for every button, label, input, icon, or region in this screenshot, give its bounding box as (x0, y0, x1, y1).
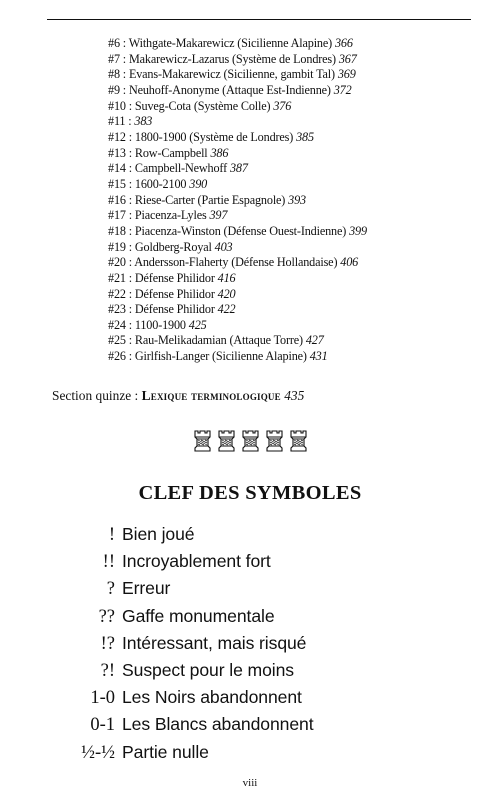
toc-entry-page: 387 (229, 161, 248, 176)
toc-entry-title: Défense Philidor (134, 302, 215, 317)
toc-entry-page: 406 (340, 255, 359, 270)
toc-entry-title: Evans-Makarewicz (Sicilienne, gambit Tal) (128, 67, 335, 82)
toc-entry (108, 255, 488, 271)
toc-entry-title: 1600-2100 (134, 176, 187, 191)
page-number: viii (242, 777, 258, 789)
toc-entry-number: #25 : (108, 333, 132, 348)
toc-entry-title: Goldberg-Royal (134, 239, 212, 254)
top-rule (47, 19, 471, 20)
legend-description: Incroyablement fort (122, 551, 271, 572)
legend-symbol: !! (102, 552, 115, 573)
toc-entry-page: 425 (188, 317, 207, 332)
symbol-legend (40, 524, 480, 769)
toc-entry-page: 416 (217, 270, 236, 285)
toc-entry (108, 302, 488, 318)
toc-entry-page: 366 (334, 36, 353, 50)
toc-entry-number: #20 : (108, 255, 132, 270)
toc-entry-page: 393 (288, 192, 306, 207)
toc-entry (108, 287, 488, 303)
toc-entry-number: #18 : (108, 223, 132, 238)
toc-entry-title: Withgate-Makarewicz (Sicilienne Alapine) (128, 36, 333, 50)
toc-entry (108, 52, 488, 68)
toc-entry-number: #7 : (108, 51, 127, 66)
legend-row (40, 578, 480, 605)
toc-entry-number: #17 : (108, 208, 132, 223)
rook-icon (289, 430, 308, 452)
rook-ornament (0, 430, 500, 452)
legend-row (40, 660, 480, 687)
toc-entry (108, 146, 488, 162)
toc-entry-title: Piacenza-Winston (Défense Ouest-Indienne) (134, 223, 347, 238)
toc-entry-number: #19 : (108, 239, 132, 254)
toc-entry-title: Makarewicz-Lazarus (Système de Londres) (128, 51, 336, 66)
toc-entry-page: 383 (134, 114, 153, 129)
toc-entry (108, 83, 488, 99)
toc-entry (108, 67, 488, 83)
toc-entry-number: #8 : (108, 67, 127, 82)
toc-entry-number: #9 : (108, 82, 127, 97)
section-page: 435 (284, 388, 305, 403)
toc-entry-title: Piacenza-Lyles (134, 208, 207, 223)
legend-symbol: 0-1 (90, 715, 115, 736)
toc-entry-title: Row-Campbell (134, 145, 208, 160)
rook-icon (241, 430, 260, 452)
toc-entry-title: Riese-Carter (Partie Espagnole) (134, 192, 286, 207)
toc-entry-page: 420 (217, 286, 236, 301)
legend-description: Erreur (122, 578, 171, 599)
toc-entry-number: #6 : (108, 36, 127, 50)
toc-entry-number: #13 : (108, 145, 132, 160)
rook-icon (265, 430, 284, 452)
section-entry (52, 388, 472, 404)
toc-entry-page: 386 (210, 145, 229, 160)
legend-symbol: ? (106, 579, 115, 600)
toc-entry-page: 422 (217, 302, 236, 317)
toc-entry (108, 333, 488, 349)
legend-row (40, 714, 480, 741)
section-prefix: Section quinze : (52, 388, 139, 403)
toc-entry (108, 193, 488, 209)
toc-entry-number: #23 : (108, 302, 132, 317)
legend-description: Partie nulle (122, 741, 209, 762)
toc-entry (108, 240, 488, 256)
toc-entry-number: #16 : (108, 192, 132, 207)
toc-entry-page: 372 (333, 82, 352, 97)
legend-symbol: !? (100, 633, 115, 654)
legend-description: Intéressant, mais risqué (122, 632, 307, 653)
toc-entry-number: #11 : (108, 114, 132, 129)
toc-entry-number: #10 : (108, 98, 132, 113)
toc-entry-title: Girlfish-Langer (Sicilienne Alapine) (134, 349, 307, 364)
toc-entry-title: 1800-1900 (Système de Londres) (134, 129, 294, 144)
legend-description: Suspect pour le moins (122, 659, 294, 680)
toc-entry (108, 114, 488, 130)
toc-entry-number: #24 : (108, 317, 132, 332)
rook-icon (217, 430, 236, 452)
section-title: Lexique terminologique (141, 388, 281, 403)
toc-entry-title: Campbell-Newhoff (134, 161, 228, 176)
toc-entry-number: #12 : (108, 129, 132, 144)
rook-icon (193, 430, 212, 452)
toc-entry-number: #26 : (108, 349, 132, 364)
legend-symbol: ?? (98, 606, 115, 627)
toc-entry (108, 318, 488, 334)
toc-entry-title: 1100-1900 (134, 317, 186, 332)
toc-entry-page: 376 (273, 98, 292, 113)
legend-description: Bien joué (122, 524, 195, 544)
toc-entry-page: 367 (338, 51, 357, 66)
toc-entry-page: 369 (337, 67, 356, 82)
toc-entry (108, 224, 488, 240)
legend-description: Les Noirs abandonnent (122, 687, 302, 708)
toc-entry-number: #14 : (108, 161, 132, 176)
legend-symbol: ½-½ (81, 742, 115, 763)
legend-row (40, 633, 480, 660)
toc-entry (108, 130, 488, 146)
toc-entry-title: Défense Philidor (134, 286, 215, 301)
legend-row (40, 524, 480, 551)
legend-description: Les Blancs abandonnent (122, 714, 314, 735)
table-of-contents (108, 36, 488, 365)
legend-heading: CLEF DES SYMBOLES (138, 482, 362, 504)
toc-entry-number: #15 : (108, 176, 132, 191)
toc-entry (108, 271, 488, 287)
toc-entry (108, 36, 488, 52)
legend-symbol: ! (108, 525, 115, 545)
toc-entry (108, 99, 488, 115)
legend-symbol: 1-0 (90, 688, 115, 709)
toc-entry-number: #22 : (108, 286, 132, 301)
legend-row (40, 606, 480, 633)
legend-symbol: ?! (100, 660, 115, 681)
toc-entry-page: 399 (349, 223, 367, 238)
toc-entry-page: 390 (189, 176, 208, 191)
toc-entry (108, 177, 488, 193)
legend-row (40, 551, 480, 578)
toc-entry-title: Rau-Melikadamian (Attaque Torre) (134, 333, 303, 348)
toc-entry-number: #21 : (108, 270, 132, 285)
legend-row (40, 687, 480, 714)
toc-entry (108, 349, 488, 365)
toc-entry (108, 161, 488, 177)
toc-entry (108, 208, 488, 224)
toc-entry-title: Neuhoff-Anonyme (Attaque Est-Indienne) (128, 82, 331, 97)
toc-entry-page: 385 (296, 129, 314, 144)
toc-entry-title: Andersson-Flaherty (Défense Hollandaise) (134, 255, 338, 270)
legend-description: Gaffe monumentale (122, 605, 275, 626)
toc-entry-title: Suveg-Cota (Système Colle) (134, 98, 271, 113)
toc-entry-title: Défense Philidor (134, 270, 215, 285)
toc-entry-page: 403 (214, 239, 233, 254)
toc-entry-page: 431 (309, 349, 328, 364)
toc-entry-page: 427 (305, 333, 324, 348)
toc-entry-page: 397 (209, 208, 228, 223)
legend-row (40, 742, 480, 769)
